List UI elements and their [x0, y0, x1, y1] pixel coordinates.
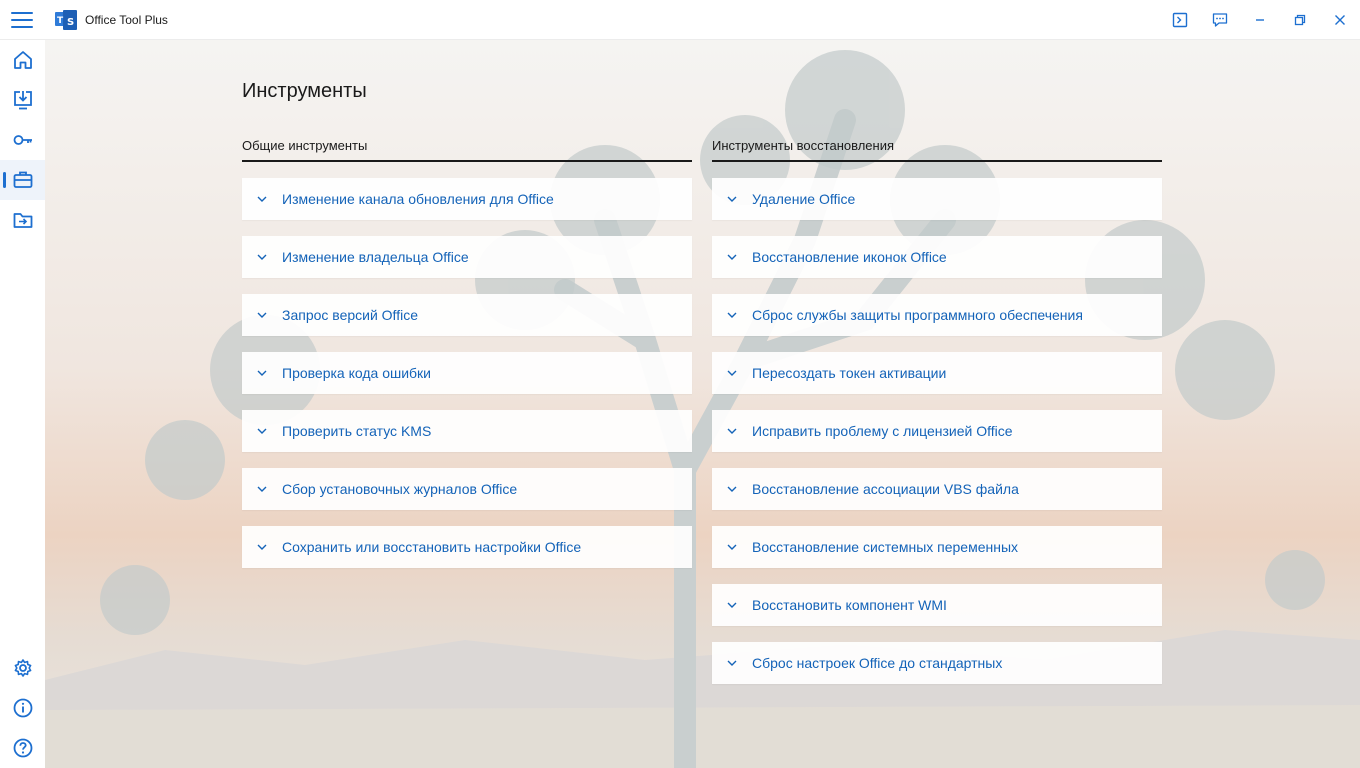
chevron-down-icon	[712, 196, 752, 202]
chevron-down-icon	[242, 370, 282, 376]
svg-text:S: S	[67, 17, 75, 28]
nav-download-icon[interactable]	[0, 80, 45, 120]
app-title: Office Tool Plus	[85, 13, 168, 27]
nav-settings-icon[interactable]	[0, 648, 45, 688]
tool-item-collect-logs[interactable]	[242, 468, 692, 510]
tool-item-label: Сбор установочных журналов Office	[282, 481, 518, 497]
repair-item-reset-settings[interactable]	[712, 642, 1162, 684]
chevron-down-icon	[712, 544, 752, 550]
tool-item-error-code[interactable]	[242, 352, 692, 394]
page-title: Инструменты	[242, 80, 367, 102]
chevron-down-icon	[712, 312, 752, 318]
chevron-down-icon	[712, 370, 752, 376]
nav-info-icon[interactable]	[0, 688, 45, 728]
repair-tools-section	[712, 138, 1162, 671]
chevron-down-icon	[712, 602, 752, 608]
nav-folder-import-icon[interactable]	[0, 200, 45, 240]
repair-item-remove-office[interactable]	[712, 178, 1162, 220]
tool-item-label: Сброс службы защиты программного обеспечения	[752, 307, 1083, 323]
chevron-down-icon	[712, 428, 752, 434]
general-tools-header: Общие инструменты	[242, 138, 692, 162]
chevron-down-icon	[712, 660, 752, 666]
repair-item-icons[interactable]	[712, 236, 1162, 278]
tool-item-label: Восстановление ассоциации VBS файла	[752, 481, 1019, 497]
tool-item-label: Запрос версий Office	[282, 307, 418, 323]
tool-item-label: Проверка кода ошибки	[282, 365, 432, 381]
nav-help-icon[interactable]	[0, 728, 45, 768]
tool-item-label: Изменение канала обновления для Office	[282, 191, 554, 207]
restore-icon[interactable]	[1288, 8, 1312, 32]
repair-item-sppsvc[interactable]	[712, 294, 1162, 336]
sidebar	[0, 40, 45, 768]
chevron-down-icon	[242, 254, 282, 260]
main-content	[45, 40, 1360, 768]
repair-item-vbs-association[interactable]	[712, 468, 1162, 510]
general-tools-section	[242, 138, 692, 555]
tool-item-label: Восстановить компонент WMI	[752, 597, 947, 613]
tool-item-label: Сброс настроек Office до стандартных	[752, 655, 1003, 671]
chevron-down-icon	[242, 486, 282, 492]
chevron-down-icon	[242, 312, 282, 318]
chevron-down-icon	[242, 428, 282, 434]
chevron-down-icon	[242, 544, 282, 550]
nav-toolbox-icon[interactable]	[0, 160, 45, 200]
tool-item-label: Исправить проблему с лицензией Office	[752, 423, 1013, 439]
repair-item-license[interactable]	[712, 410, 1162, 452]
hamburger-menu-icon[interactable]	[10, 10, 34, 30]
tool-item-kms-status[interactable]	[242, 410, 692, 452]
tool-item-label: Пересоздать токен активации	[752, 365, 947, 381]
nav-home-icon[interactable]	[0, 40, 45, 80]
repair-item-env-variables[interactable]	[712, 526, 1162, 568]
nav-key-icon[interactable]	[0, 120, 45, 160]
tool-item-label: Восстановление иконок Office	[752, 249, 947, 265]
tool-item-label: Удаление Office	[752, 191, 856, 207]
repair-item-wmi[interactable]	[712, 584, 1162, 626]
repair-tools-header: Инструменты восстановления	[712, 138, 1162, 162]
chevron-down-icon	[242, 196, 282, 202]
app-logo-icon	[55, 10, 77, 30]
tool-item-change-owner[interactable]	[242, 236, 692, 278]
tool-item-query-versions[interactable]	[242, 294, 692, 336]
feedback-icon[interactable]	[1208, 8, 1232, 32]
title-bar	[0, 0, 1360, 40]
tool-item-label: Проверить статус KMS	[282, 423, 432, 439]
chevron-down-icon	[712, 254, 752, 260]
tool-item-label: Сохранить или восстановить настройки Office	[282, 539, 582, 555]
svg-text:T: T	[57, 16, 64, 26]
repair-item-activation-token[interactable]	[712, 352, 1162, 394]
tool-item-label: Изменение владельца Office	[282, 249, 469, 265]
tool-item-update-channel[interactable]	[242, 178, 692, 220]
minimize-icon[interactable]	[1248, 8, 1272, 32]
close-icon[interactable]	[1328, 8, 1352, 32]
tool-item-backup-settings[interactable]	[242, 526, 692, 568]
terminal-icon[interactable]	[1168, 8, 1192, 32]
chevron-down-icon	[712, 486, 752, 492]
tool-item-label: Восстановление системных переменных	[752, 539, 1019, 555]
